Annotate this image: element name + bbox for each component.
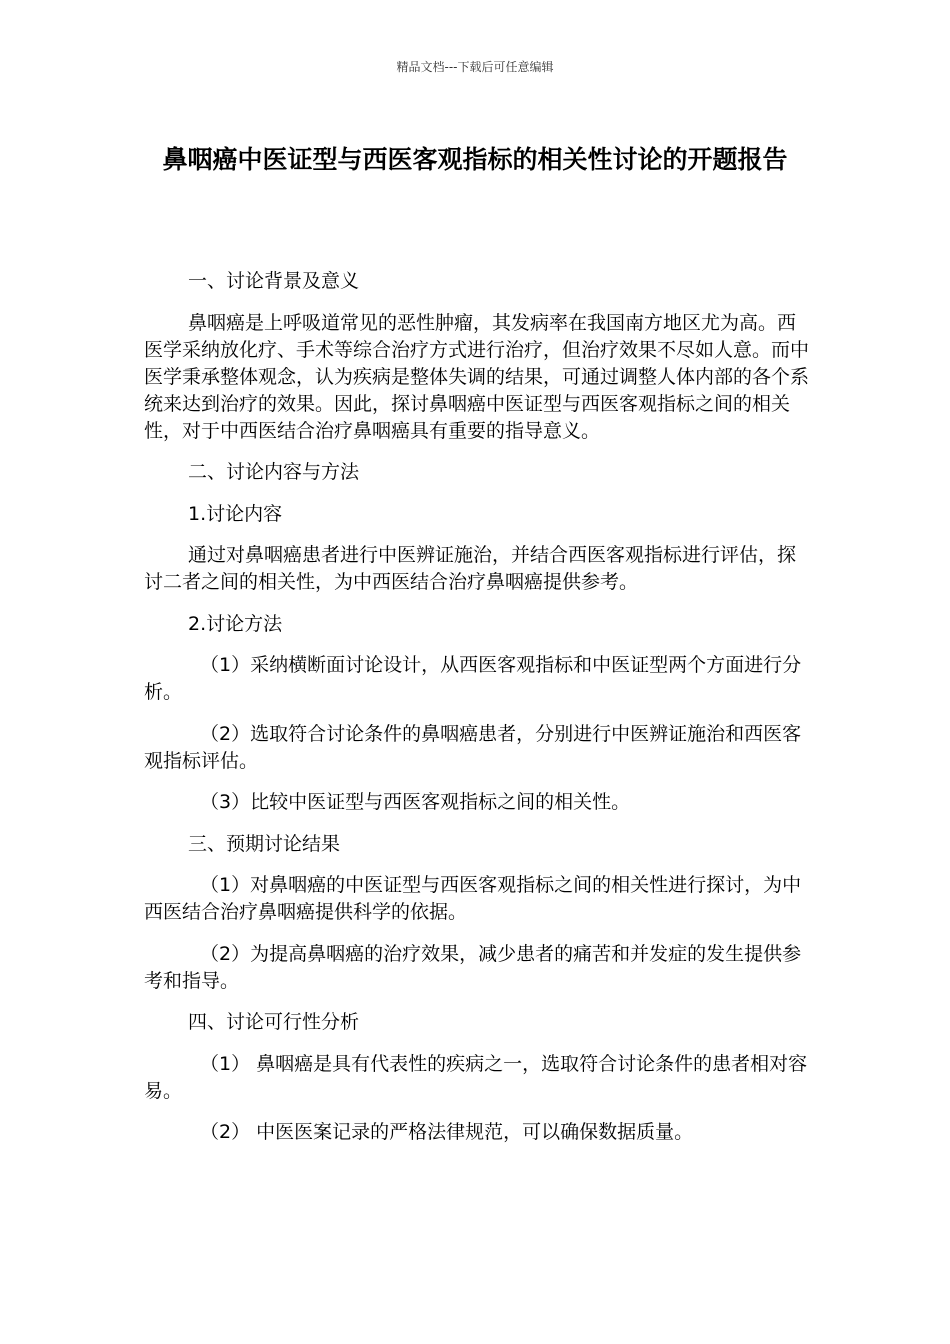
document-title: 鼻咽癌中医证型与西医客观指标的相关性讨论的开题报告 [162, 145, 788, 174]
list-item: （2）为提高鼻咽癌的治疗效果，减少患者的痛苦和并发症的发生提供参考和指导。 [144, 942, 802, 992]
list-item: （3）比较中医证型与西医客观指标之间的相关性。 [200, 791, 631, 813]
list-item: （1）采纳横断面讨论设计，从西医客观指标和中医证型两个方面进行分析。 [144, 654, 802, 703]
list-item: （2） 中医医案记录的严格法律规范，可以确保数据质量。 [200, 1121, 694, 1143]
list-item: （2）选取符合讨论条件的鼻咽癌患者，分别进行中医辨证施治和西医客观指标评估。 [144, 722, 802, 772]
list-item: （1）对鼻咽癌的中医证型与西医客观指标之间的相关性进行探讨，为中西医结合治疗鼻咽癌提供科学的依据。 [144, 874, 802, 923]
body-paragraph: 通过对鼻咽癌患者进行中医辨证施治，并结合西医客观指标进行评估，探讨二者之间的相关性，为中西医结合治疗鼻咽癌提供参考。 [144, 544, 797, 593]
subsection-heading: 1.讨论内容 [188, 502, 283, 525]
section-heading: 二、讨论内容与方法 [188, 461, 360, 483]
subsection-heading: 2.讨论方法 [188, 612, 283, 635]
header-note: 精品文档---下载后可任意编辑 [396, 60, 554, 74]
body-paragraph: 鼻咽癌是上呼吸道常见的恶性肿瘤，其发病率在我国南方地区尤为高。西医学采纳放化疗、手术等综合治疗方式进行治疗，但治疗效果不尽如人意。而中医学秉承整体观念，认为疾病是整体失调的结果，可通过调整人体内部的各个系统来达到治疗的效果。因此，探讨鼻咽癌中医证型与西医客观指标之间的相关性，对于中西医结合治疗鼻咽癌具有重要的指导意义。 [144, 311, 810, 442]
document-body [144, 268, 810, 1161]
section-heading: 三、预期讨论结果 [188, 832, 341, 855]
section-heading: 一、讨论背景及意义 [188, 270, 360, 292]
section-heading: 四、讨论可行性分析 [188, 1011, 360, 1033]
list-item: （1） 鼻咽癌是具有代表性的疾病之一，选取符合讨论条件的患者相对容易。 [144, 1052, 808, 1102]
